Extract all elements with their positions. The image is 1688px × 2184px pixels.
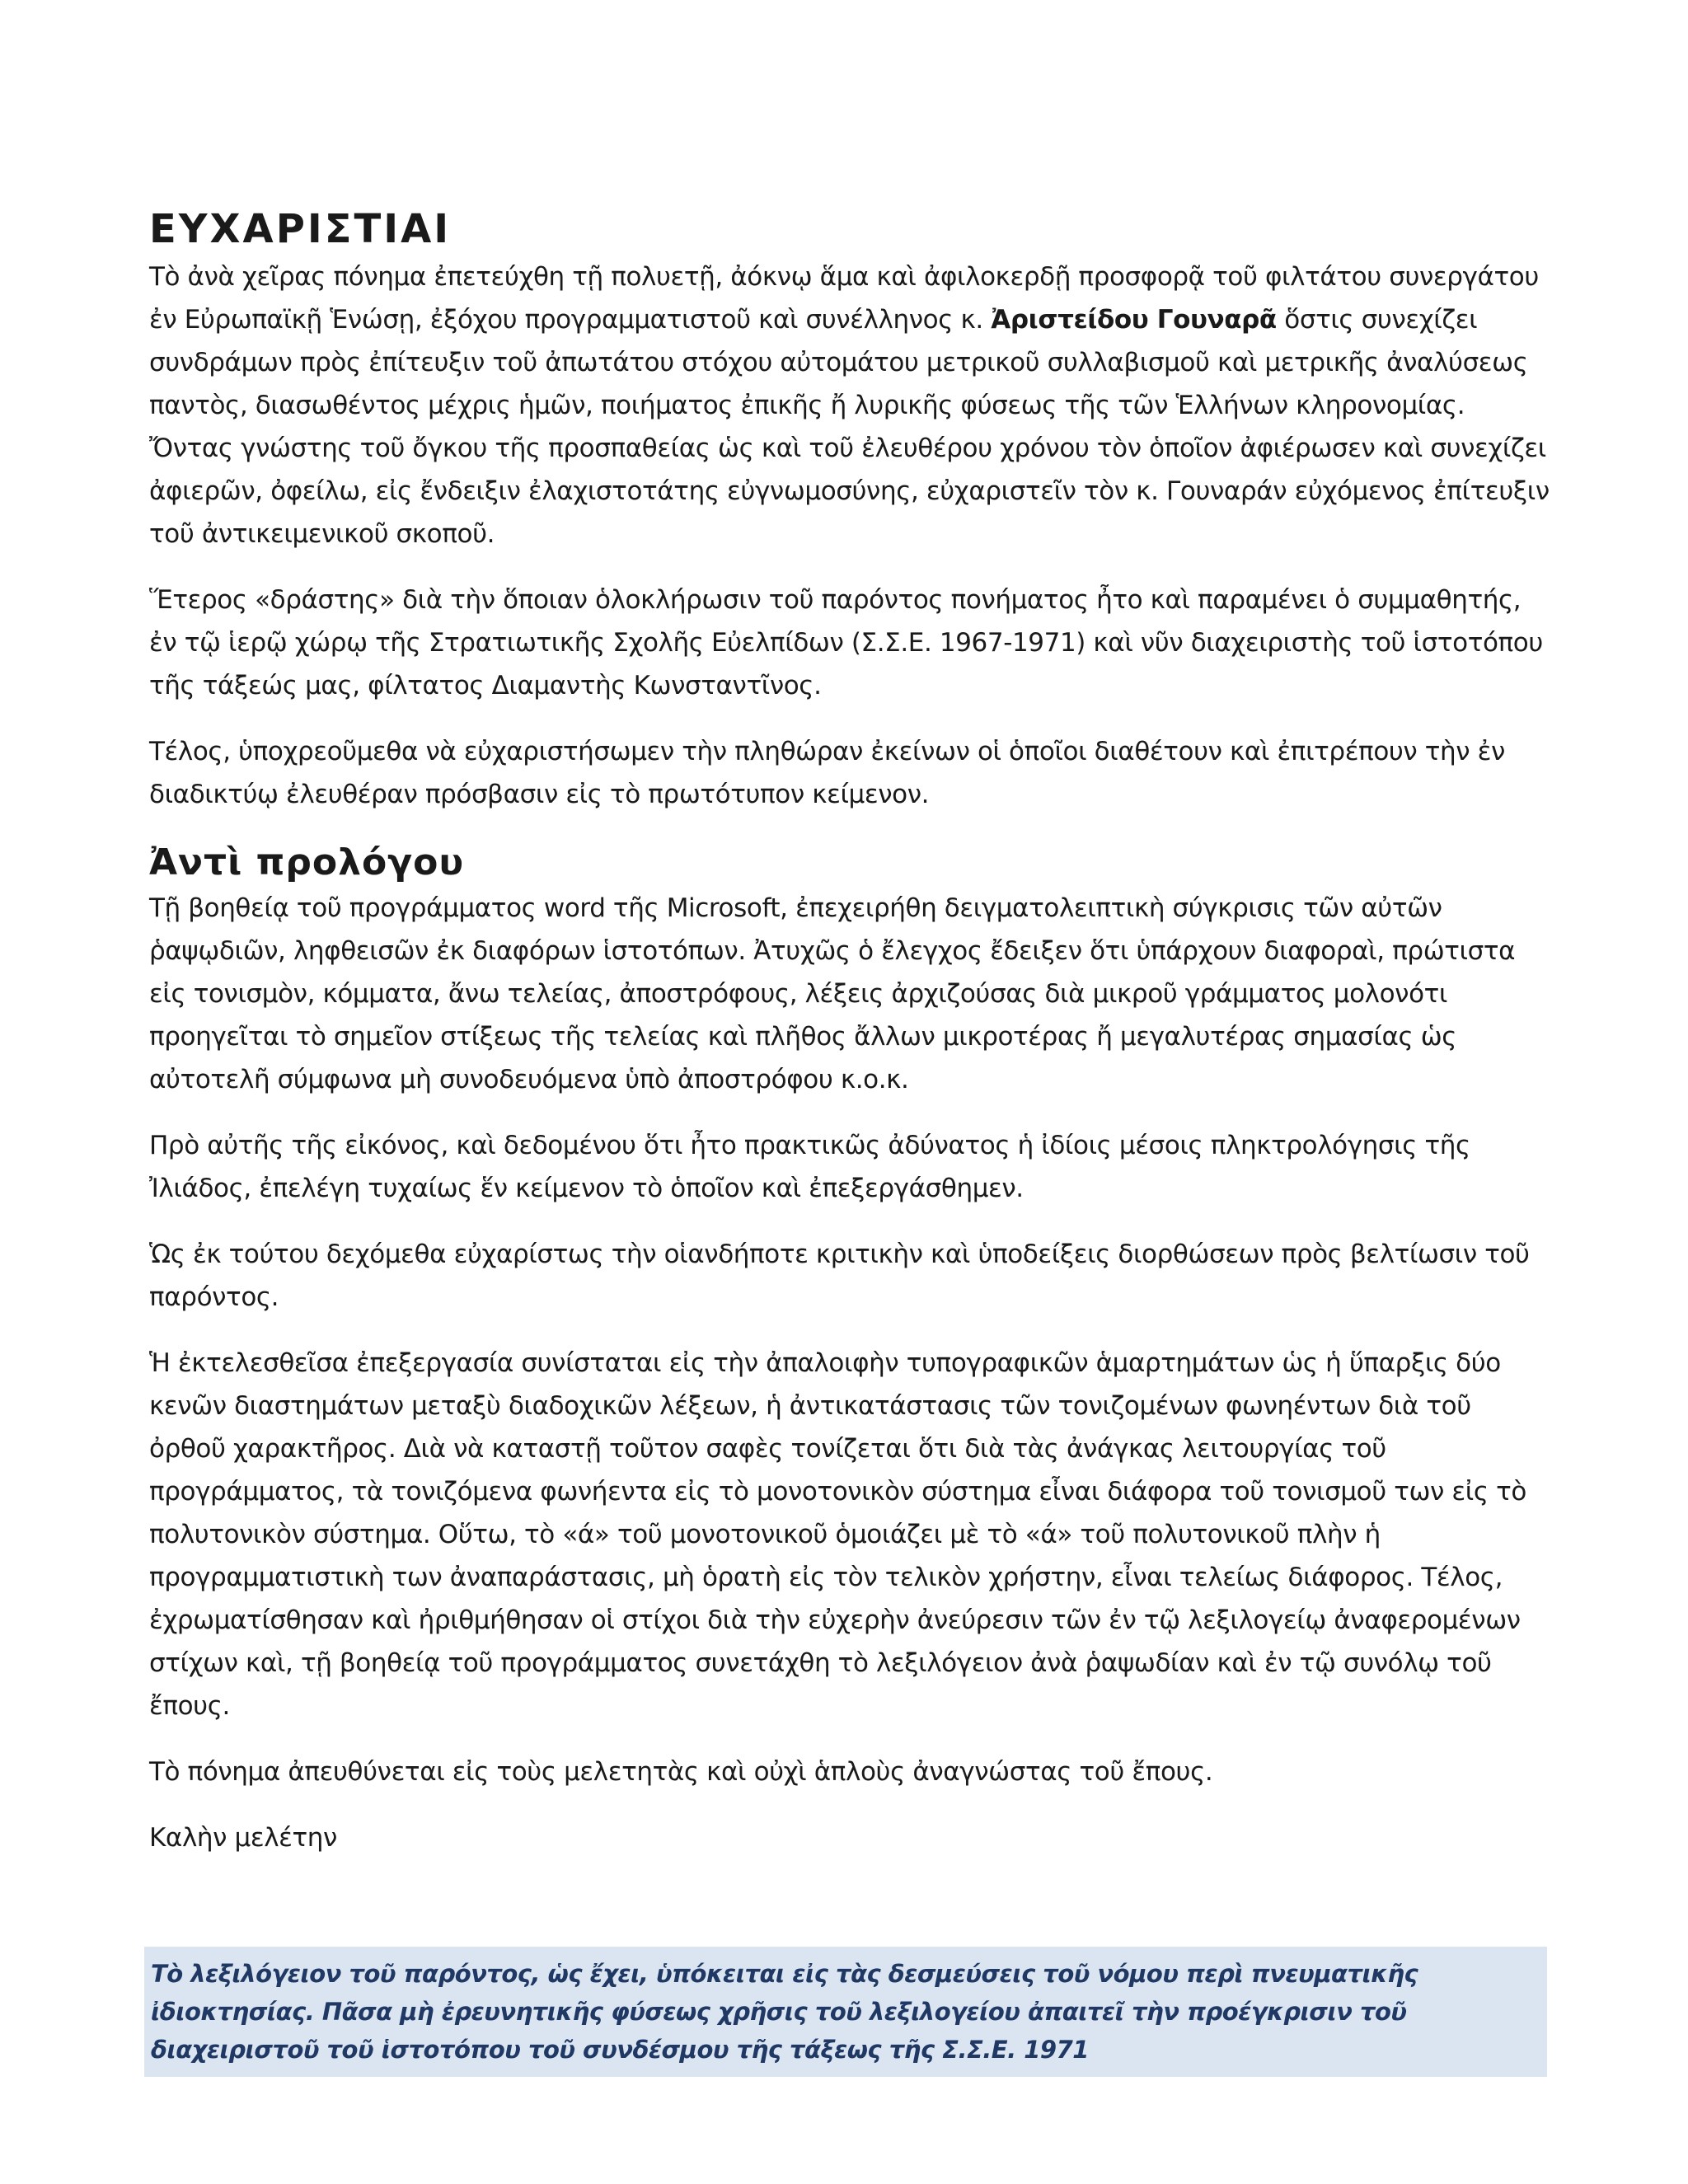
preface-paragraph-2: Πρὸ αὐτῆς τῆς εἰκόνος, καὶ δεδομένου ὅτι ἦτο πρακτικῶς ἀδύνατος ἡ ἰδίοις μέσοις πληκτρολόγησις τῆς Ἰλιάδος, ἐπελέγη τυχαίως ἕν κείμενον τὸ ὁποῖον καὶ ἐπεξεργάσθημεν. <box>149 1131 1470 1203</box>
copyright-notice-box <box>144 1947 1547 2077</box>
acknowledgements-paragraph-3: Τέλος, ὑποχρεοῦμεθα νὰ εὐχαριστήσωμεν τὴν πληθώραν ἐκείνων οἱ ὁποῖοι διαθέτουν καὶ ἐπιτρέπουν τὴν ἐν διαδικτύῳ ἐλευθέραν πρόσβασιν εἰς τὸ πρωτότυπον κείμενον. <box>149 737 1505 809</box>
acknowledgements-paragraph-2: Ἕτερος «δράστης» διὰ τὴν ὅποιαν ὁλοκλήρωσιν τοῦ παρόντος πονήματος ἦτο καὶ παραμένει ὁ συμμαθητής, ἐν τῷ ἱερῷ χώρῳ τῆς Στρατιωτικῆς Σχολῆς Εὐελπίδων (Σ.Σ.Ε. 1967-1971) καὶ νῦν διαχειριστὴς τοῦ ἱστοτόπου τῆς τάξεώς μας, φίλτατος Διαμαντὴς Κωνσταντῖνος. <box>149 585 1543 701</box>
preface-paragraph-3: Ὡς ἐκ τούτου δεχόμεθα εὐχαρίστως τὴν οἱανδήποτε κριτικὴν καὶ ὑποδείξεις διορθώσεων πρὸς βελτίωσιν τοῦ παρόντος. <box>149 1240 1530 1312</box>
preface-paragraph-5: Τὸ πόνημα ἀπευθύνεται εἰς τοὺς μελετητὰς καὶ οὐχὶ ἁπλοὺς ἀναγνώστας τοῦ ἔπους. <box>149 1757 1213 1787</box>
preface-heading: Ἀντὶ προλόγου <box>149 841 465 883</box>
document-body <box>149 203 1550 1882</box>
acknowledgements-text-after-name: ὅστις συνεχίζει συνδράμων πρὸς ἐπίτευξιν τοῦ ἀπωτάτου στόχου αὐτομάτου μετρικοῦ συλλαβισμοῦ καὶ μετρικῆς ἀναλύσεως παντὸς, διασωθέντος μέχρις ἡμῶν, ποιήματος ἐπικῆς ἤ λυρικῆς φύσεως τῆς τῶν Ἑλλήνων κληρονομίας. Ὄντας γνώστης τοῦ ὄγκου τῆς προσπαθείας ὡς καὶ τοῦ ἐλευθέρου χρόνου τὸν ὁποῖον ἀφιέρωσεν καὶ συνεχίζει ἀφιερῶν, ὀφείλω, εἰς ἔνδειξιν ἐλαχιστοτάτης εὐγνωμοσύνης, εὐχαριστεῖν τὸν κ. Γουναράν εὐχόμενος ἐπίτευξιν τοῦ ἀντικειμενικοῦ σκοποῦ. <box>149 305 1550 549</box>
preface-paragraph-1: Τῇ βοηθείᾳ τοῦ προγράμματος word τῆς Microsoft, ἐπεχειρήθη δειγματολειπτικὴ σύγκρισις τῶν αὐτῶν ῥαψῳδιῶν, ληφθεισῶν ἐκ διαφόρων ἱστοτόπων. Ἀτυχῶς ὁ ἔλεγχος ἔδειξεν ὅτι ὑπάρχουν διαφοραὶ, πρώτιστα εἰς τονισμὸν, κόμματα, ἄνω τελείας, ἀποστρόφους, λέξεις ἀρχιζούσας διὰ μικροῦ γράμματος μολονότι προηγεῖται τὸ σημεῖον στίξεως τῆς τελείας καὶ πλῆθος ἄλλων μικροτέρας ἤ μεγαλυτέρας σημασίας ὡς αὐτοτελῆ σύμφωνα μὴ συνοδευόμενα ὑπὸ ἀποστρόφου κ.ο.κ. <box>149 893 1516 1094</box>
acknowledgements-text-before-name: Τὸ ἀνὰ χεῖρας πόνημα ἐπετεύχθη τῇ πολυετῇ, ἀόκνῳ ἅμα καὶ ἀφιλοκερδῇ προσφορᾷ τοῦ φιλτάτου συνεργάτου ἐν Εὐρωπαϊκῇ Ἑνώσῃ, ἐξόχου προγραμματιστοῦ καὶ συνέλληνος κ. <box>149 262 1539 335</box>
acknowledgements-heading: ΕΥΧΑΡΙΣΤΙΑΙ <box>149 206 452 252</box>
closing-line: Καλὴν μελέτην <box>149 1823 337 1853</box>
acknowledged-person-name: Ἀριστείδου Γουναρᾶ <box>991 305 1277 335</box>
copyright-notice-text: Τὸ λεξιλόγειον τοῦ παρόντος, ὡς ἔχει, ὑπόκειται εἰς τὰς δεσμεύσεις τοῦ νόμου περὶ πνευματικῆς ἰδιοκτησίας. Πᾶσα μὴ ἐρευνητικῆς φύσεως χρῆσις τοῦ λεξιλογείου ἀπαιτεῖ τὴν προέγκρισιν τοῦ διαχειριστοῦ τοῦ ἱστοτόπου τοῦ συνδέσμου τῆς τάξεως τῆς Σ.Σ.Ε. 1971 <box>151 1960 1418 2064</box>
acknowledgements-paragraph-1 <box>149 255 1550 555</box>
preface-paragraph-4: Ἡ ἐκτελεσθεῖσα ἐπεξεργασία συνίσταται εἰς τὴν ἀπαλοιφὴν τυπογραφικῶν ἁμαρτημάτων ὡς ἡ ὕπαρξις δύο κενῶν διαστημάτων μεταξὺ διαδοχικῶν λέξεων, ἡ ἀντικατάστασις τῶν τονιζομένων φωνηέντων διὰ τοῦ ὀρθοῦ χαρακτῆρος. Διὰ νὰ καταστῇ τοῦτον σαφὲς τονίζεται ὅτι διὰ τὰς ἀνάγκας λειτουργίας τοῦ προγράμματος, τὰ τονιζόμενα φωνήεντα εἰς τὸ μονοτονικὸν σύστημα εἶναι διάφορα τοῦ τονισμοῦ των εἰς τὸ πολυτονικὸν σύστημα. Οὕτω, τὸ «ά» τοῦ μονοτονικοῦ ὁμοιάζει μὲ τὸ «ά» τοῦ πολυτονικοῦ πλὴν ἡ προγραμματιστικὴ των ἀναπαράστασις, μὴ ὁρατὴ εἰς τὸν τελικὸν χρήστην, εἶναι τελείως διάφορος. Τέλος, ἐχρωματίσθησαν καὶ ἠριθμήθησαν οἱ στίχοι διὰ τὴν εὐχερὴν ἀνεύρεσιν τῶν ἐν τῷ λεξιλογείῳ ἀναφερομένων στίχων καὶ, τῇ βοηθείᾳ τοῦ προγράμματος συνετάχθη τὸ λεξιλόγειον ἀνὰ ῥαψωδίαν καὶ ἐν τῷ συνόλῳ τοῦ ἔπους. <box>149 1348 1526 1721</box>
